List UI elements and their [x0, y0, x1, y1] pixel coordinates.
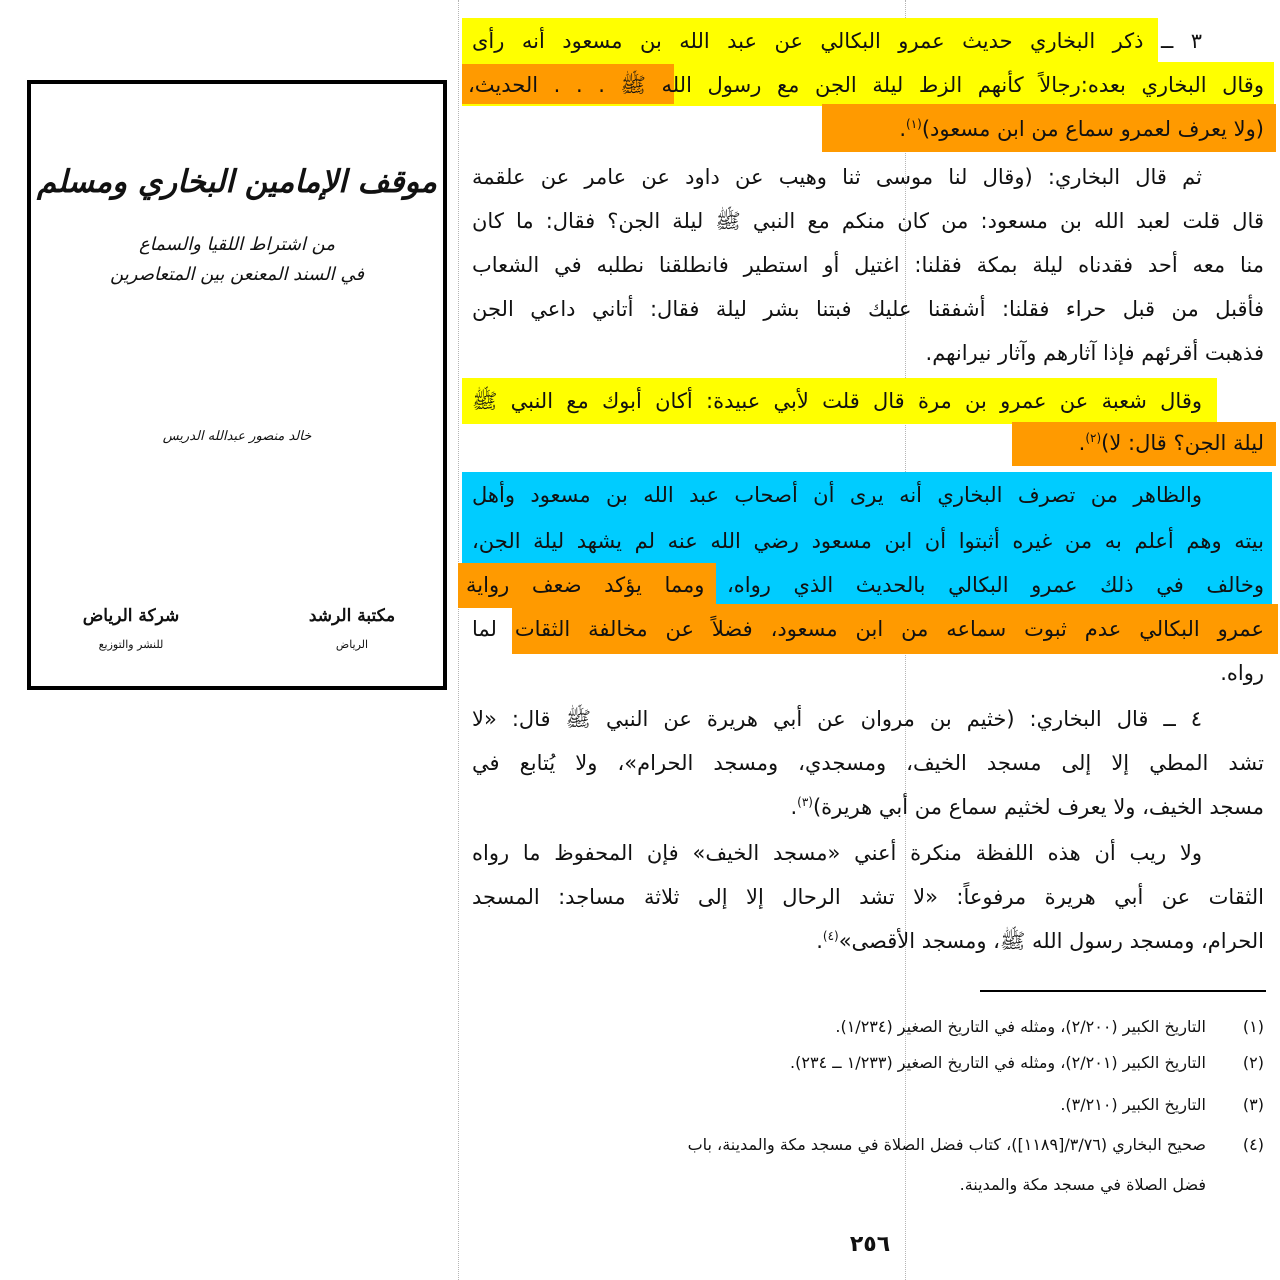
text-span: مسجد الخيف، ولا يعرف لخثيم سماع من أبي هريرة) — [812, 795, 1264, 819]
publisher-right — [287, 606, 417, 651]
text-line: منا معه أحد فقدناه ليلة بمكة فقلنا: اغتيل أو استطير فانطلقنا نطلبه في الشعاب — [472, 253, 1264, 277]
footnote — [790, 1048, 1264, 1078]
text-line: تشد المطي إلا إلى مسجد الخيف، ومسجدي، ومسجد الحرام»، ولا يُتابع في — [472, 751, 1264, 775]
text-line: بيته وهم أعلم به من غيره أثبتوا أن ابن مسعود رضي الله عنه لم يشهد ليلة الجن، — [472, 529, 1264, 553]
publisher-left — [61, 606, 201, 651]
footnote-ref: (٣) — [797, 795, 813, 809]
text-line — [466, 566, 1264, 604]
footnote — [960, 1170, 1264, 1200]
text-span: وخالف في ذلك عمرو البكالي بالحديث الذي رواه، — [726, 573, 1264, 597]
text-span: عمرو البكالي عدم ثبوت سماعه من ابن مسعود، فضلاً عن مخالفة الثقات — [514, 617, 1264, 641]
text-line — [600, 788, 1264, 826]
text-span: (ولا يعرف لعمرو سماع من ابن مسعود) — [921, 117, 1264, 141]
publisher-name: مكتبة الرشد — [308, 606, 396, 626]
text-line: الثقات عن أبي هريرة مرفوعاً: «لا تشد الرحال إلا إلى ثلاثة مساجد: المسجد — [472, 885, 1264, 909]
text-line: ثم قال البخاري: (وقال لنا موسى ثنا وهيب عن داود عن عامر عن علقمة — [472, 165, 1202, 189]
footnote — [835, 1012, 1264, 1042]
footnote — [1060, 1090, 1264, 1120]
publisher-caption: للنشر والتوزيع — [98, 638, 164, 651]
text-line — [1016, 424, 1264, 462]
text-line: رواه. — [1220, 661, 1264, 685]
cover-title: موقف الإمامين البخاري ومسلم — [36, 164, 438, 200]
footnote — [688, 1130, 1264, 1160]
text-line — [826, 110, 1264, 148]
text-span: لما — [472, 617, 515, 641]
text-line — [472, 610, 1264, 648]
text-span: وقال البخاري بعده: — [1080, 73, 1264, 97]
text-line: فذهبت أقرئهم فإذا آثارهم وآثار نيرانهم. — [925, 341, 1264, 365]
text-line: ٤ ــ قال البخاري: (خثيم بن مروان عن أبي هريرة عن النبي ﷺ قال: «لا — [472, 707, 1202, 731]
text-span: . — [790, 795, 798, 819]
text-span: الحرام، ومسجد رسول الله ﷺ، ومسجد الأقصى» — [838, 929, 1264, 953]
text-span: . — [816, 929, 823, 953]
publisher-city: الرياض — [335, 638, 369, 651]
page-number: ٢٥٦ — [849, 1232, 891, 1257]
text-line: وقال شعبة عن عمرو بن مرة قال قلت لأبي عبيدة: أكان أبوك مع النبي ﷺ — [472, 389, 1202, 413]
footnote-ref: (١) — [906, 117, 922, 131]
cover-author: خالد منصور عبدالله الدريس — [162, 429, 312, 444]
text-line — [468, 66, 1264, 104]
text-line: ولا ريب أن هذه اللفظة منكرة أعني «مسجد الخيف» فإن المحفوظ ما رواه — [472, 841, 1202, 865]
text-line: والظاهر من تصرف البخاري أنه يرى أن أصحاب عبد الله بن مسعود وأهل — [472, 483, 1202, 507]
footnote-text: صحيح البخاري (٣/٧٦/[١١٨٩])، كتاب فضل الصلاة في مسجد مكة والمدينة، باب — [687, 1135, 1206, 1154]
footnote-text: فضل الصلاة في مسجد مكة والمدينة. — [959, 1175, 1206, 1194]
text-line: قال قلت لعبد الله بن مسعود: من كان منكم مع النبي ﷺ ليلة الجن؟ فقال: ما كان — [472, 209, 1264, 233]
footnote-text: التاريخ الكبير (٢/٢٠١)، ومثله في التاريخ الصغير (١/٢٣٣ ــ ٢٣٤). — [790, 1053, 1206, 1072]
footnote-number: (٢) — [1242, 1053, 1264, 1072]
text-span: ومما يؤكد ضعف رواية — [466, 573, 727, 597]
text-span: . — [899, 117, 906, 141]
text-line: ٣ ــ ذكر البخاري حديث عمرو البكالي عن عبد الله بن مسعود أنه رأى — [472, 29, 1202, 53]
footnote-text: التاريخ الكبير (٣/٢١٠). — [1060, 1095, 1206, 1114]
scan-line — [458, 0, 459, 1280]
footnote-ref: (٢) — [1085, 431, 1102, 445]
footnote-number: (٤) — [1242, 1135, 1264, 1154]
cover-subtitle: من اشتراط اللقيا والسماع — [139, 234, 335, 255]
book-cover — [27, 80, 447, 690]
footnote-number: (٣) — [1242, 1095, 1264, 1114]
text-span: ليلة الجن؟ قال: لا) — [1101, 431, 1264, 455]
text-line — [700, 922, 1264, 960]
footnote-separator — [980, 990, 1266, 992]
cover-subtitle: في السند المعنعن بين المتعاصرين — [110, 264, 364, 285]
text-span: رجالاً كأنهم الزط ليلة الجن مع رسول الله ﷺ . . . الحديث، — [468, 73, 1081, 97]
footnote-text: التاريخ الكبير (٢/٢٠٠)، ومثله في التاريخ الصغير (١/٢٣٤). — [835, 1017, 1206, 1036]
text-span: . — [1078, 431, 1086, 455]
footnote-number: (١) — [1242, 1017, 1264, 1036]
text-line: فأقبل من قبل حراء فقلنا: أشفقنا عليك فبتنا بشر ليلة فقال: أتاني داعي الجن — [472, 297, 1264, 321]
publisher-name: شركة الرياض — [82, 606, 180, 626]
footnote-ref: (٤) — [822, 929, 839, 943]
